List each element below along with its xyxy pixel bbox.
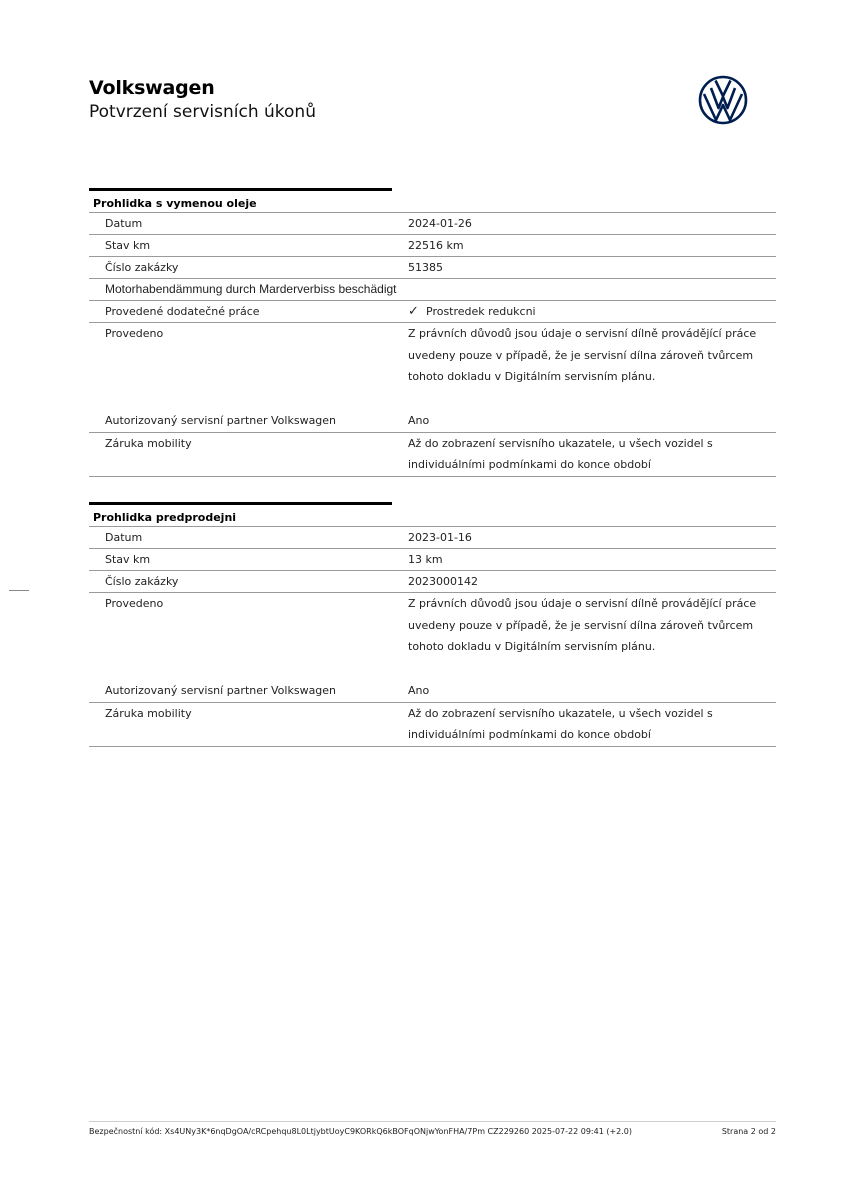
row-label: Provedeno xyxy=(105,597,164,610)
row-value: Ano xyxy=(408,683,430,697)
row-performed xyxy=(89,322,776,388)
section-oil-service xyxy=(89,188,776,477)
page-footer xyxy=(89,1121,776,1136)
row-label: Datum xyxy=(105,217,143,230)
page-subtitle: Potvrzení servisních úkonů xyxy=(89,102,316,122)
page-number: Strana 2 od 2 xyxy=(721,1127,776,1136)
row-order-number xyxy=(89,256,776,278)
row-value: 51385 xyxy=(408,261,443,274)
spacer xyxy=(89,658,776,680)
row-label: Autorizovaný servisní partner Volkswagen xyxy=(105,413,337,427)
row-value: Z právních důvodů jsou údaje o servisní dílně provádějící práce uvedeny pouze v případě, že je servisní dílna zároveň tvůrcem tohoto dokladu v Digitálním servisním plánu. xyxy=(408,327,757,383)
row-value: 2024-01-26 xyxy=(408,217,472,230)
volkswagen-logo xyxy=(698,75,748,125)
row-value: Z právních důvodů jsou údaje o servisní dílně provádějící práce uvedeny pouze v případě, že je servisní dílna zároveň tvůrcem tohoto dokladu v Digitálním servisním plánu. xyxy=(408,597,757,653)
row-value: Ano xyxy=(408,413,430,427)
row-label: Datum xyxy=(105,531,143,544)
margin-mark xyxy=(9,590,29,591)
row-date xyxy=(89,526,776,548)
row-label: Provedené dodatečné práce xyxy=(105,305,260,318)
row-mileage xyxy=(89,234,776,256)
row-performed xyxy=(89,592,776,658)
row-label: Autorizovaný servisní partner Volkswagen xyxy=(105,683,337,697)
section-title: Prohlidka s vymenou oleje xyxy=(89,188,392,212)
row-value: 2023-01-16 xyxy=(408,531,472,544)
row-value: 22516 km xyxy=(408,239,464,252)
row-label: Číslo zakázky xyxy=(105,261,179,274)
row-label: Číslo zakázky xyxy=(105,575,179,588)
security-code: Bezpečnostní kód: Xs4UNy3K*6nqDgOA/cRCpehqu8L0LtjybtUoyC9KORkQ6kBOFqONjwYonFHA/7Pm CZ229260 2025-07-22 09:41 (+2.0) xyxy=(89,1127,633,1136)
section-title: Prohlidka predprodejni xyxy=(89,502,392,526)
row-mobility-guarantee xyxy=(89,432,776,477)
row-mileage xyxy=(89,548,776,570)
brand-title: Volkswagen xyxy=(89,77,215,99)
row-label: Stav km xyxy=(105,553,151,566)
row-date xyxy=(89,212,776,234)
section-pre-sale-inspection xyxy=(89,502,776,747)
row-value: Až do zobrazení servisního ukazatele, u všech vozidel s individuálními podmínkami do konce období xyxy=(408,706,713,741)
row-label: Stav km xyxy=(105,239,151,252)
row-label: Provedeno xyxy=(105,327,164,340)
row-mobility-guarantee xyxy=(89,702,776,747)
row-value: 13 km xyxy=(408,553,443,566)
checkmark-icon: ✓ xyxy=(408,304,419,319)
spacer xyxy=(89,388,776,410)
row-label: Záruka mobility xyxy=(105,436,192,450)
row-value: 2023000142 xyxy=(408,575,478,588)
row-value: Prostredek redukcni xyxy=(426,305,536,318)
row-label: Záruka mobility xyxy=(105,706,192,720)
row-value: Až do zobrazení servisního ukazatele, u všech vozidel s individuálními podmínkami do konce období xyxy=(408,436,713,471)
row-damage-note xyxy=(89,278,776,300)
row-label: Motorhabendämmung durch Marderverbiss beschädigt xyxy=(105,282,397,296)
